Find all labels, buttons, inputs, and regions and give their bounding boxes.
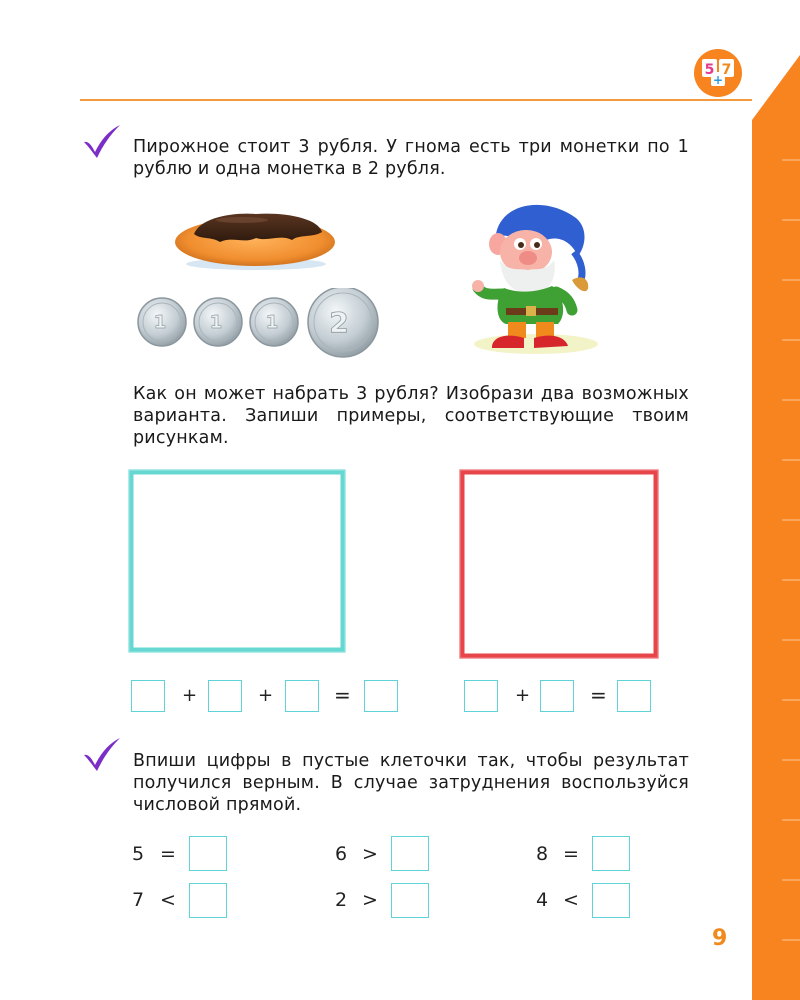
header-rule (80, 99, 752, 101)
answer-box[interactable] (131, 680, 165, 712)
coin-1-rub-icon (250, 298, 298, 346)
svg-text:7: 7 (721, 62, 732, 78)
comparison-number: 7 (132, 889, 145, 911)
svg-text:1: 1 (265, 312, 279, 333)
svg-text:1: 1 (153, 312, 167, 333)
coin-1-rub-icon (138, 298, 186, 346)
svg-text:2: 2 (329, 306, 349, 339)
svg-text:1: 1 (209, 312, 223, 333)
answer-box[interactable] (189, 836, 227, 871)
comparison-number: 2 (335, 889, 348, 911)
answer-box[interactable] (391, 883, 429, 918)
comparison-sign: > (362, 843, 378, 865)
answer-box[interactable] (189, 883, 227, 918)
answer-box[interactable] (364, 680, 398, 712)
comparison-number: 8 (536, 843, 549, 865)
task1-question: Как он может набрать 3 рубля? Изобрази два возможных варианта. Запиши примеры, соответствующие твоим рисункам. (133, 384, 689, 448)
comparison-sign: = (160, 843, 176, 865)
coin-2-rub-icon (308, 288, 378, 357)
answer-box[interactable] (464, 680, 498, 712)
drawing-frame-cyan[interactable] (124, 465, 350, 657)
plus-sign: + (182, 685, 198, 706)
svg-text:+: + (712, 73, 724, 87)
comparison-sign: < (563, 889, 579, 911)
check-icon (82, 737, 122, 773)
answer-box[interactable] (617, 680, 651, 712)
comparison-number: 6 (335, 843, 348, 865)
answer-box[interactable] (540, 680, 574, 712)
svg-text:5: 5 (704, 62, 715, 78)
equals-sign: = (334, 683, 351, 707)
section-badge-icon (690, 48, 746, 98)
answer-box[interactable] (391, 836, 429, 871)
comparison-number: 5 (132, 843, 145, 865)
comparison-number: 4 (536, 889, 549, 911)
answer-box[interactable] (285, 680, 319, 712)
comparison-sign: = (563, 843, 579, 865)
comparison-sign: < (160, 889, 176, 911)
check-icon (82, 124, 122, 160)
answer-box[interactable] (592, 836, 630, 871)
answer-box[interactable] (208, 680, 242, 712)
cake-illustration (172, 204, 338, 272)
coins-illustration (135, 288, 385, 360)
task1-text: Пирожное стоит 3 рубля. У гнома есть три монетки по 1 рублю и одна монетка в 2 рубля. (133, 137, 689, 179)
drawing-frame-red[interactable] (455, 465, 663, 663)
task2-text: Впиши цифры в пустые клеточки так, чтобы результат получился верным. В случае затруднения воспользуйся числовой прямой. (133, 751, 689, 815)
page-number: 9 (712, 926, 728, 951)
gnome-illustration (466, 196, 606, 356)
comparison-sign: > (362, 889, 378, 911)
answer-box[interactable] (592, 883, 630, 918)
plus-sign: + (258, 685, 274, 706)
equals-sign: = (590, 683, 607, 707)
plus-sign: + (515, 685, 531, 706)
coin-1-rub-icon (194, 298, 242, 346)
